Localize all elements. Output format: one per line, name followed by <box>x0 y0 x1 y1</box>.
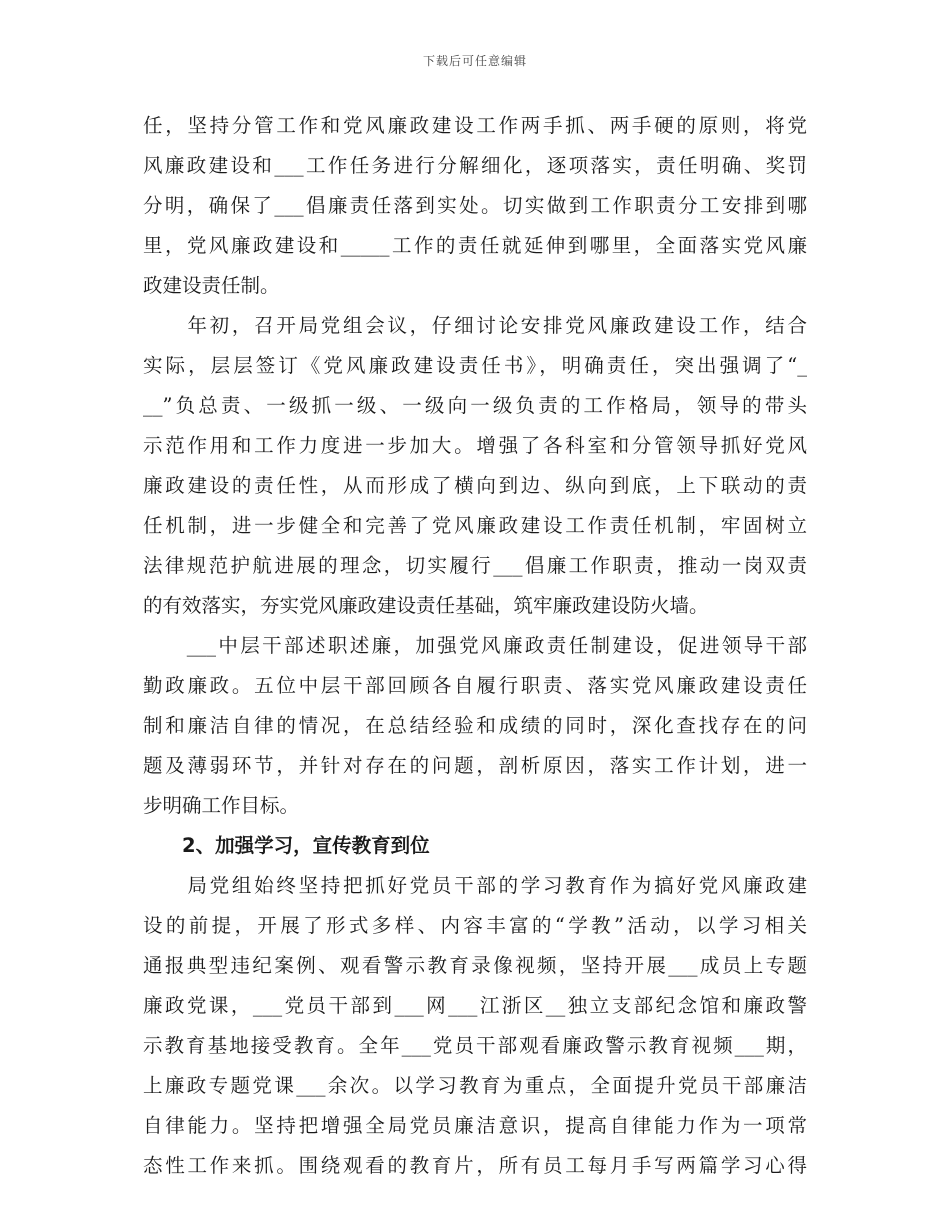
text-line: 分明，确保了___倡廉责任落到实处。切实做到工作职责分工安排到哪 <box>143 194 807 217</box>
text-line: 任，坚持分管工作和党风廉政建设工作两手抓、两手硬的原则，将党 <box>143 114 807 137</box>
text-line: 步明确工作目标。 <box>143 794 300 817</box>
text-line: __”负总责、一级抓一级、一级向一级负责的工作格局，领导的带头 <box>143 394 807 417</box>
text-line: 风廉政建设和___工作任务进行分解细化，逐项落实，责任明确、奖罚 <box>143 154 807 177</box>
text-line: 廉政建设的责任性，从而形成了横向到边、纵向到底，上下联动的责 <box>143 474 807 497</box>
paragraph-1 <box>143 106 807 306</box>
text-line: 实际，层层签订《党风廉政建设责任书》，明确责任，突出强调了“_ <box>143 354 807 377</box>
document-body <box>143 106 807 1186</box>
text-line: 题及薄弱环节，并针对存在的问题，剖析原因，落实工作计划，进一 <box>143 754 807 777</box>
text-line: 设的前提，开展了形式多样、内容丰富的“学教”活动，以学习相关 <box>143 914 807 937</box>
page-header: 下载后可任意编辑 <box>422 54 527 68</box>
text-line: 态性工作来抓。围绕观看的教育片，所有员工每月手写两篇学习心得 <box>143 1154 807 1177</box>
paragraph-2 <box>143 306 807 626</box>
paragraph-3 <box>143 626 807 826</box>
section-heading: 2、加强学习，宣传教育到位 <box>143 834 430 857</box>
text-line: 示教育基地接受教育。全年___党员干部观看廉政警示教育视频___期， <box>143 1034 807 1057</box>
text-line: 里，党风廉政建设和_____工作的责任就延伸到哪里，全面落实党风廉 <box>143 234 807 257</box>
text-line: 年初，召开局党组会议，仔细讨论安排党风廉政建设工作，结合 <box>143 314 807 337</box>
text-line: 法律规范护航进展的理念，切实履行___倡廉工作职责，推动一岗双责 <box>143 554 807 577</box>
text-line: 任机制，进一步健全和完善了党风廉政建设工作责任机制，牢固树立 <box>143 514 807 537</box>
text-line: 勤政廉政。五位中层干部回顾各自履行职责、落实党风廉政建设责任 <box>143 674 807 697</box>
text-line: 局党组始终坚持把抓好党员干部的学习教育作为搞好党风廉政建 <box>143 874 807 897</box>
text-line: 政建设责任制。 <box>143 274 280 297</box>
text-line: 制和廉洁自律的情况，在总结经验和成绩的同时，深化查找存在的问 <box>143 714 807 737</box>
paragraph-4 <box>143 866 807 1186</box>
text-line: 通报典型违纪案例、观看警示教育录像视频，坚持开展___成员上专题 <box>143 954 807 977</box>
text-line: 上廉政专题党课___余次。以学习教育为重点，全面提升党员干部廉洁 <box>143 1074 807 1097</box>
text-line: 示范作用和工作力度进一步加大。增强了各科室和分管领导抓好党风 <box>143 434 807 457</box>
text-line: 廉政党课，___党员干部到___网___江浙区__独立支部纪念馆和廉政警 <box>143 994 807 1017</box>
text-line: 的有效落实，夯实党风廉政建设责任基础，筑牢廉政建设防火墙。 <box>143 594 709 617</box>
text-line: ___中层干部述职述廉，加强党风廉政责任制建设，促进领导干部 <box>143 634 807 657</box>
text-line: 自律能力。坚持把增强全局党员廉洁意识，提高自律能力作为一项常 <box>143 1114 807 1137</box>
